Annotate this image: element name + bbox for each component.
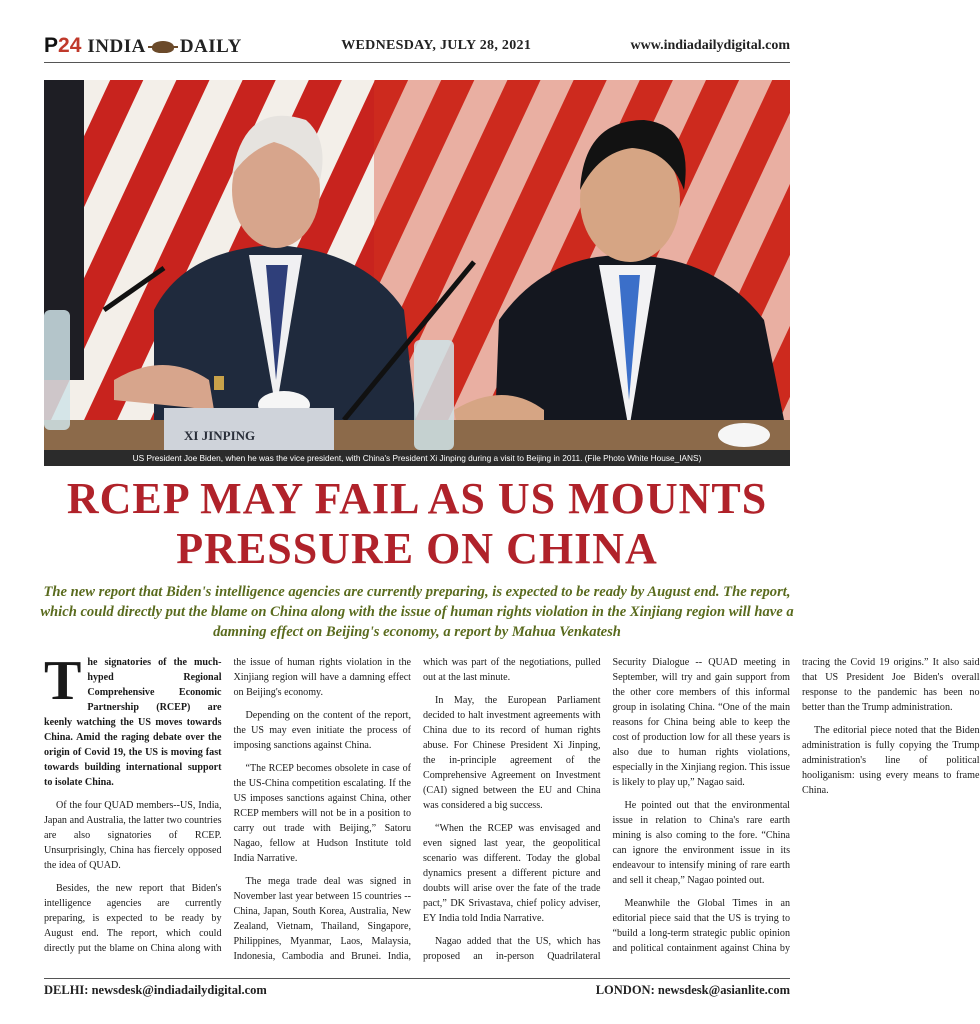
footer	[44, 978, 790, 1001]
body-paragraph: “The RCEP becomes obsolete in case of the US-China competition escalating. If the US imposes sanctions against China, other RCEP members will not be in a position to carry out trade with Beijing,” Satoru Nagao, fellow at Hudson Institute told India Narrative.	[233, 763, 411, 864]
paper-name-left: INDIA	[87, 36, 146, 57]
footer-london-contact[interactable]: LONDON: newsdesk@asianlite.com	[595, 982, 790, 997]
teacup	[718, 423, 770, 447]
water-bottle	[44, 310, 70, 430]
page-prefix: P	[44, 34, 59, 57]
dropcap: T	[44, 650, 82, 712]
body-paragraph: Depending on the content of the report, the US may even initiate the process of imposing sanctions against China.	[233, 710, 411, 751]
body-paragraph: He pointed out that the environmental issue in relation to China's rare earth mining is also coming to the fore. “China can ignore the environment issue in its endeavour to intensify mining of rare earth and sell it cheap,” Nagao pointed out.	[612, 800, 790, 886]
body-paragraph: Meanwhile the Global Times in an editorial piece said that the US is trying to “build a long-term strategic public opinion and political containment against China by tracing the Covid 19 origins.” It also said that US President Joe Biden's overall response to the pandemic has been no better than the Trump administration.	[612, 657, 980, 954]
paper-name-right: DAILY	[179, 36, 242, 57]
masthead	[44, 30, 790, 63]
deck: The new report that Biden's intelligence agencies are currently preparing, is expected to be ready by August end. The report, which could directly put the blame on China along with the issue of human rights violation in the Xinjiang region will have a damning effect on Beijing's economy, a report by Mahua Venkatesh	[40, 584, 794, 640]
photo-caption: US President Joe Biden, when he was the vice president, with China's President Xi Jinping during a visit to Beijing in 2011. (File Photo White House_IANS)	[44, 450, 790, 466]
body-paragraph: Nagao added that the US, which has proposed an in-person Quadrilateral Security Dialogue -- QUAD meeting in September, will try and gain support from the other core members of this informal group in isolating China. “One of the main reasons for China being able to keep the cost of production low for all these years is also due to human rights violations, especially in the Xinjiang region. This issue is likely to play up,” Nagao said.	[423, 657, 790, 962]
issue-date: WEDNESDAY, JULY 28, 2021	[341, 38, 532, 53]
body-paragraph: Besides, the new report that Biden's intelligence agencies are currently preparing, is expected to be ready by August end. The report, which could directly put the blame on China along with the issue of human rights violation in the Xinjiang region will have a damning effect on Beijing's economy.	[44, 657, 411, 954]
lead-text: he signatories of the much-hyped Regional Comprehensive Economic Partnership (RCEP) are keenly watching the US moves towards China. Amid the raging debate over the origin of Covid 19, the US is moving fast towards building international support to isolate China.	[44, 657, 222, 788]
body-paragraph: The editorial piece noted that the Biden administration is fully copying the Trump administration's line of political hooliganism: using every means to frame China.	[802, 725, 980, 796]
article-body	[44, 650, 980, 970]
headline: RCEP MAY FAIL AS US MOUNTS PRESSURE ON CHINA	[66, 474, 768, 573]
paper-name	[87, 36, 241, 58]
lead-paragraph	[44, 650, 222, 790]
body-paragraph: Of the four QUAD members--US, India, Japan and Australia, the latter two countries are also signatories of RCEP. Unsurprisingly, China has fiercely opposed the idea of QUAD.	[44, 800, 222, 871]
masthead-brand	[44, 34, 242, 58]
water-bottle	[414, 340, 454, 450]
name-plate-text: XI JINPING	[184, 428, 256, 443]
website-url[interactable]: www.indiadailydigital.com	[630, 38, 790, 53]
lead-photo	[44, 80, 790, 450]
footer-delhi-contact[interactable]: DELHI: newsdesk@indiadailydigital.com	[44, 982, 267, 997]
body-paragraph: “When the RCEP was envisaged and even signed last year, the geopolitical scenario was different. Today the global dynamics present a different picture and doubts will arise over the fate of the trade pact,” DK Srivastava, chief policy adviser, EY India told India Narrative.	[423, 823, 601, 924]
page-number	[44, 34, 81, 58]
lion-emblem-icon	[148, 39, 178, 55]
body-paragraph: In May, the European Parliament decided to halt investment agreements with China due to its record of human rights abuse. For Chinese President Xi Jinping, the in-principle agreement of the Comprehensive Agreement on Investment (CAI) signed between the EU and China was considered a big success.	[423, 695, 601, 811]
page-number-value: 24	[58, 34, 82, 57]
body-paragraph: The mega trade deal was signed in November last year between 15 countries -- China, Japan, South Korea, Australia, New Zealand, Vietnam, Thailand, Singapore, Philippines, Myanmar, Laos, Malaysia, Indonesia, Cambodia and Brunei. India, which was part of the negotiations, pulled out at the last minute.	[233, 657, 601, 962]
photo-illustration	[44, 80, 790, 450]
